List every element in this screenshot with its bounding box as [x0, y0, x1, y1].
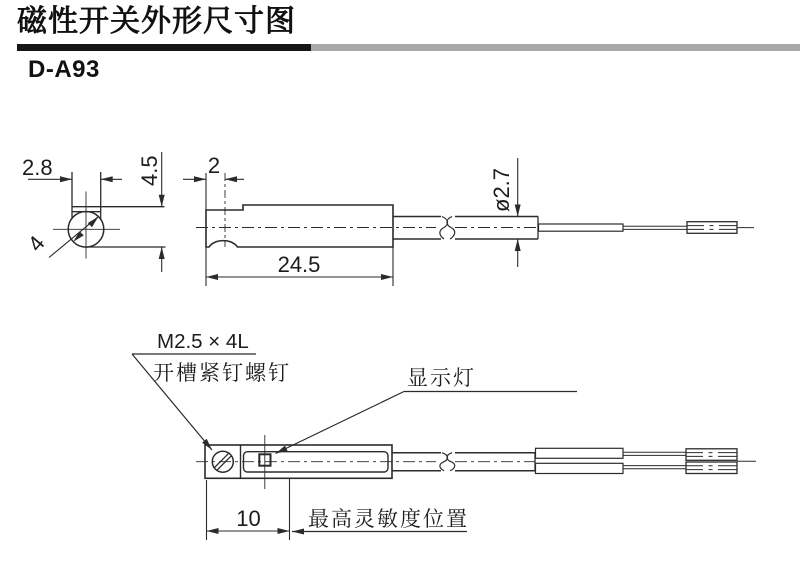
break-symbol [440, 217, 448, 240]
dim-body-length-label: 24.5 [277, 252, 321, 277]
dim-step-label: 2 [207, 153, 221, 178]
break-symbol [447, 217, 455, 240]
dim-cable-diameter-label: ø2.7 [489, 167, 514, 212]
lead-wire [539, 224, 688, 231]
dim-end-diameter-label: 4 [22, 230, 50, 257]
screw-spec-label: M2.5 × 4L [157, 330, 249, 353]
model-number: D-A93 [28, 56, 100, 83]
top-drawing [22, 152, 754, 286]
break-symbol [440, 453, 448, 471]
screw-name-label: 开槽紧钉螺钉 [153, 362, 291, 385]
dim-tab-width-label: 2.8 [22, 155, 53, 180]
dim-body-height-label: 4.5 [137, 155, 162, 186]
crimp-terminals [686, 449, 756, 474]
indicator-label: 显示灯 [407, 367, 476, 390]
switch-body-outline [206, 205, 393, 247]
dim-sensitivity-offset-label: 10 [236, 506, 261, 531]
side-view [183, 158, 754, 286]
lead-wires [536, 448, 687, 473]
sensitivity-label: 最高灵敏度位置 [308, 508, 469, 531]
break-symbol [447, 453, 455, 471]
page-title: 磁性开关外形尺寸图 [17, 5, 296, 38]
crimp-terminal [687, 222, 754, 234]
bottom-drawing [132, 330, 756, 540]
